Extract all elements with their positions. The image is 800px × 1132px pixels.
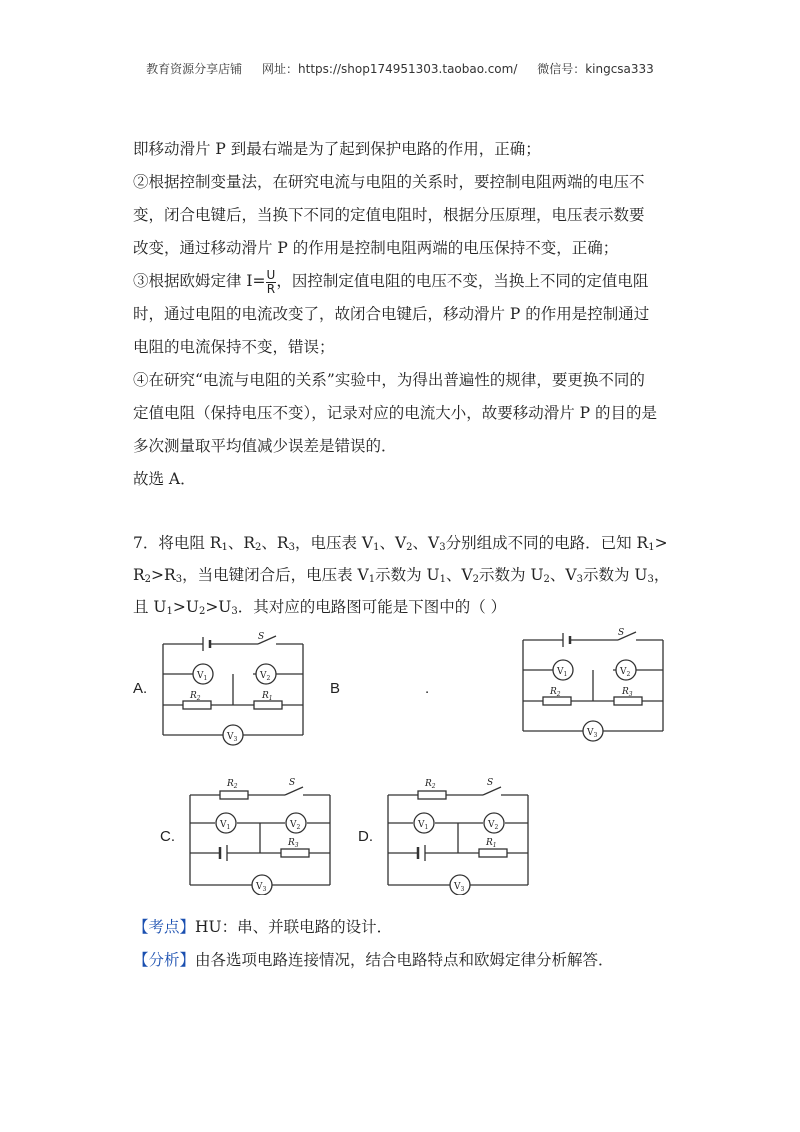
v1-label: $V_1$: [197, 671, 208, 682]
shop-url: 网址：https://shop174951303.taobao.com/: [262, 62, 518, 76]
v3-label: $V_3$: [587, 728, 598, 739]
kaodian-text: HU：串、并联电路的设计．: [195, 918, 393, 936]
wechat-id: 微信号：kingcsa333: [537, 62, 654, 76]
r2-label: $R_2$: [425, 779, 436, 790]
kaodian-line: [133, 915, 693, 937]
explanation-line: 即移动滑片 P 到最右端是为了起到保护电路的作用，正确；: [133, 140, 541, 158]
fenxi-line: [133, 948, 693, 970]
circuit-d-diagram: [383, 775, 533, 895]
option-a-label: A.: [133, 680, 148, 697]
answer-line: 故选 A．: [133, 470, 196, 488]
circuit-c-diagram: [185, 775, 335, 895]
kaodian-tag: 【考点】: [133, 918, 196, 936]
explanation-block: [133, 133, 673, 496]
fenxi-tag: 【分析】: [133, 951, 196, 969]
option-c-label: C.: [160, 828, 175, 845]
r2-label: $R_2$: [190, 691, 201, 702]
question-line-2: $R_2>R_3$，当电键闭合后，电压表 $V_1$示数为 $U_1$、$V_2$示数为 $U_2$、$V_3$示数为 $U_3$，: [133, 566, 670, 585]
explanation-line: ②根据控制变量法，在研究电流与电阻的关系时，要控制电阻两端的电压不: [133, 173, 645, 191]
v3-label: $V_3$: [454, 882, 465, 893]
r1-label: $R_1$: [262, 691, 273, 702]
r1-label: $R_1$: [486, 838, 497, 849]
v2-label: $V_2$: [290, 820, 301, 831]
r2-label: $R_2$: [227, 779, 238, 790]
circuit-a-diagram: [158, 632, 308, 752]
explanation-line-ohm: ③根据欧姆定律 I= $\frac{U}{R}$ ，因控制定值电阻的电压不变，当换上不同的定值电阻: [133, 267, 649, 296]
r3-label: $R_3$: [288, 838, 299, 849]
explanation-line: 电阻的电流保持不变，错误；: [133, 338, 335, 356]
v3-label: $V_3$: [227, 732, 238, 743]
v2-label: $V_2$: [260, 671, 271, 682]
explanation-line: 改变，通过移动滑片 P 的作用是控制电阻两端的电压保持不变，正确；: [133, 239, 619, 257]
explanation-line: ④在研究“电流与电阻的关系”实验中，为得出普遍性的规律，要更换不同的: [133, 371, 645, 389]
v1-label: $V_1$: [418, 820, 429, 831]
explanation-line: 时，通过电阻的电流改变了，故闭合电键后，移动滑片 P 的作用是控制通过: [133, 305, 650, 323]
option-b-label: B: [330, 680, 341, 697]
switch-label: S: [289, 778, 296, 788]
explanation-line: 多次测量取平均值减少误差是错误的．: [133, 437, 397, 455]
explanation-line: 定值电阻（保持电压不变），记录对应的电流大小，故要移动滑片 P 的目的是: [133, 404, 658, 422]
fenxi-text: 由各选项电路连接情况，结合电路特点和欧姆定律分析解答．: [195, 951, 614, 969]
v1-label: $V_1$: [220, 820, 231, 831]
r3-label: $R_3$: [622, 687, 633, 698]
page-header: [0, 60, 800, 77]
v2-label: $V_2$: [488, 820, 499, 831]
circuit-b-diagram: [518, 628, 668, 748]
switch-label: S: [487, 778, 494, 788]
question-line-1: 7．将电阻 $R_1$、$R_2$、$R_3$，电压表 $V_1$、$V_2$、$V_3$分别组成不同的电路．已知 $R_1>$: [133, 534, 668, 553]
switch-label: S: [258, 632, 265, 642]
v3-label: $V_3$: [256, 882, 267, 893]
question-line-3: 且 $U_1>U_2>U_3$．其对应的电路图可能是下图中的（ ）: [133, 598, 507, 617]
v2-label: $V_2$: [620, 667, 631, 678]
explanation-line: 变，闭合电键后，当换下不同的定值电阻时，根据分压原理，电压表示数要: [133, 206, 645, 224]
ohm-fraction: $\frac{U}{R}$: [266, 267, 276, 296]
question-7: [133, 527, 673, 623]
switch-label: S: [618, 628, 625, 638]
option-b-dot: .: [425, 680, 430, 697]
v1-label: $V_1$: [557, 667, 568, 678]
r2-label: $R_2$: [550, 687, 561, 698]
shop-name: 教育资源分享店铺: [146, 62, 243, 76]
option-d-label: D.: [358, 828, 373, 845]
